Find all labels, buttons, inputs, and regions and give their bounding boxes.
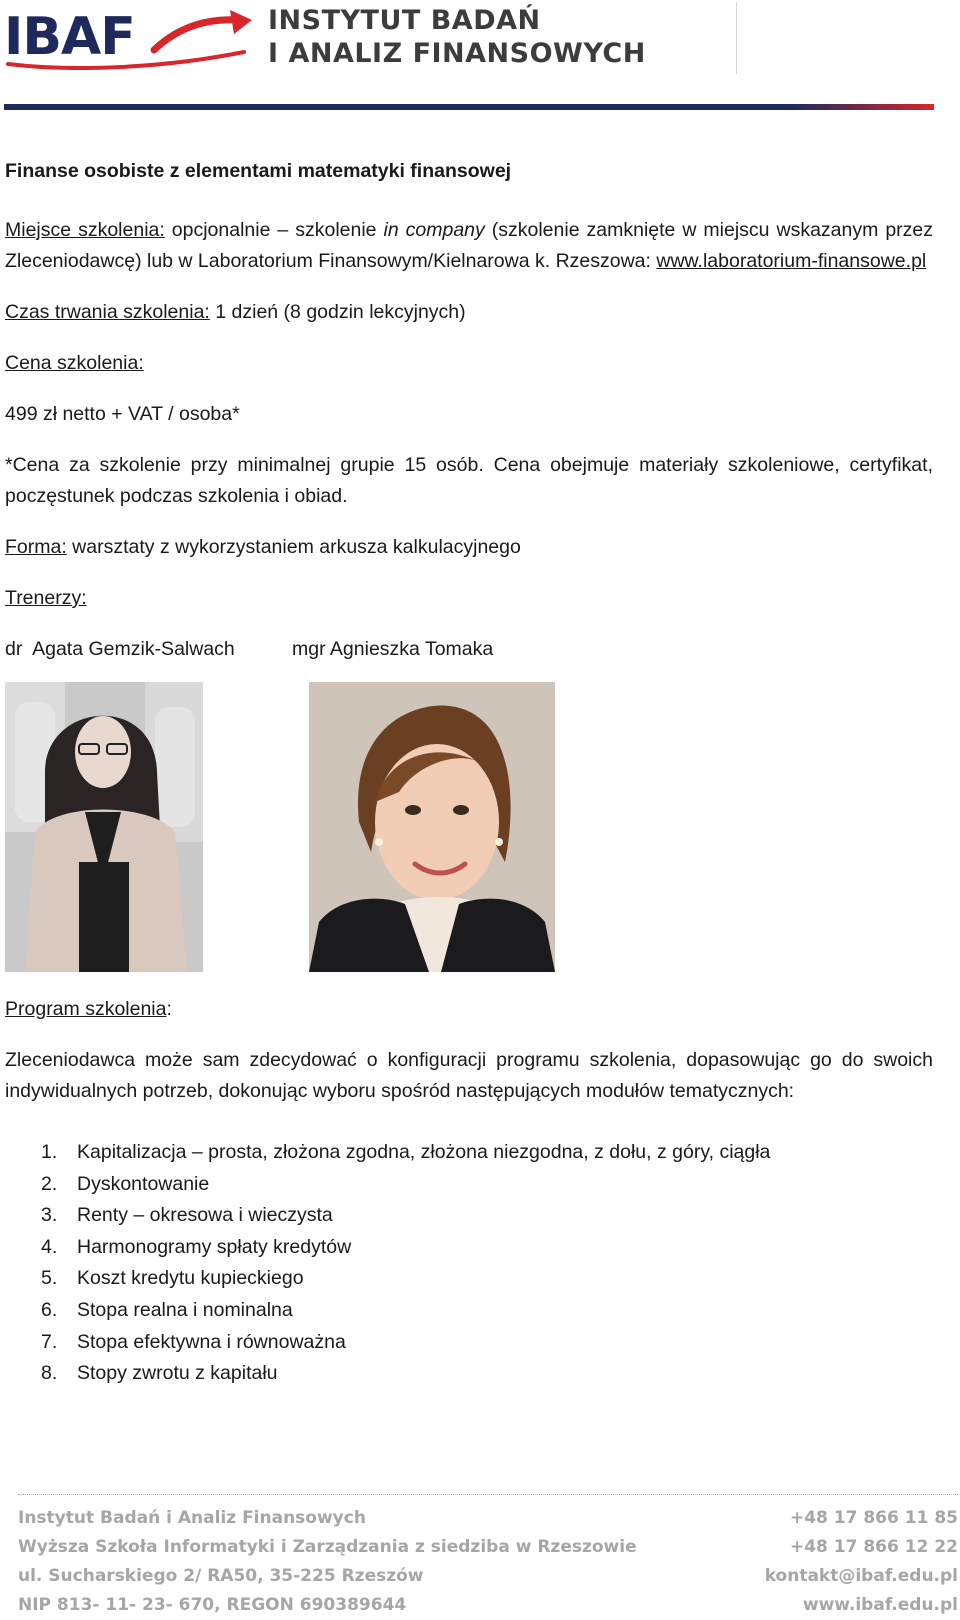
location-paragraph bbox=[5, 215, 933, 277]
portrait-color-icon bbox=[309, 682, 555, 972]
trainer-photo-2 bbox=[309, 682, 555, 972]
footer-website[interactable]: www.ibaf.edu.pl bbox=[802, 1595, 958, 1615]
footer-institute-name: Instytut Badań i Analiz Finansowych bbox=[18, 1508, 366, 1528]
list-item-number: 7. bbox=[41, 1330, 58, 1353]
trainer-name-1: dr Agata Gemzik-Salwach bbox=[5, 638, 235, 660]
laboratorium-link[interactable]: www.laboratorium-finansowe.pl bbox=[656, 250, 927, 272]
form-paragraph bbox=[5, 532, 933, 563]
location-text-before: opcjonalnie – szkolenie bbox=[164, 219, 384, 241]
form-label: Forma: bbox=[5, 536, 67, 558]
program-paragraph bbox=[5, 994, 933, 1025]
location-italic: in company bbox=[383, 219, 485, 241]
list-item bbox=[5, 1327, 933, 1359]
portrait-gray-icon bbox=[5, 682, 203, 972]
list-item-text: Stopa realna i nominalna bbox=[77, 1298, 293, 1321]
list-item bbox=[5, 1358, 933, 1390]
footer-phone-2[interactable]: +48 17 866 12 22 bbox=[789, 1537, 958, 1557]
location-text-after: (szkolenie zamknięte w miejscu wskazanym przez Zleceniodawcę) lub w Laboratorium Finansowym/Kielnarowa k. Rzeszowa: bbox=[5, 219, 934, 272]
list-item bbox=[5, 1232, 933, 1264]
trainer-photos bbox=[5, 682, 933, 972]
duration-value: 1 dzień (8 godzin lekcyjnych) bbox=[209, 301, 466, 323]
list-item bbox=[5, 1295, 933, 1327]
footer-email[interactable]: kontakt@ibaf.edu.pl bbox=[764, 1566, 958, 1586]
institute-name-line-1: INSTYTUT BADAŃ bbox=[268, 5, 541, 36]
ibaf-logo bbox=[4, 6, 256, 70]
list-item-text: Stopy zwrotu z kapitału bbox=[77, 1362, 278, 1385]
list-item-text: Harmonogramy spłaty kredytów bbox=[77, 1235, 352, 1258]
location-label: Miejsce szkolenia: bbox=[5, 219, 165, 241]
list-item bbox=[5, 1263, 933, 1295]
footer-address bbox=[18, 1504, 637, 1620]
list-item bbox=[5, 1169, 933, 1201]
program-intro: Zleceniodawca może sam zdecydować o konfiguracji programu szkolenia, dopasowując go do swoich indywidualnych potrzeb, dokonując wyboru spośród następujących modułów tematycznych: bbox=[5, 1049, 933, 1102]
trainers-label: Trenerzy: bbox=[5, 587, 87, 609]
header-rule bbox=[4, 104, 934, 110]
form-value: warsztaty z wykorzystaniem arkusza kalkulacyjnego bbox=[66, 536, 521, 558]
list-item-number: 6. bbox=[41, 1298, 58, 1321]
module-list bbox=[5, 1137, 933, 1390]
trainer-names bbox=[5, 634, 933, 665]
footer-tax-ids: NIP 813- 11- 23- 670, REGON 690389644 bbox=[18, 1595, 407, 1615]
list-item bbox=[5, 1137, 933, 1169]
list-item-text: Stopa efektywna i równoważna bbox=[77, 1330, 346, 1353]
document-footer bbox=[18, 1494, 958, 1613]
trainer-photo-1 bbox=[5, 682, 203, 972]
institute-name bbox=[268, 4, 738, 70]
list-item-number: 8. bbox=[41, 1362, 58, 1385]
ibaf-logo-text: IBAF bbox=[4, 7, 135, 67]
document-body bbox=[5, 156, 933, 1390]
program-colon: : bbox=[166, 998, 172, 1020]
list-item-text: Dyskontowanie bbox=[77, 1172, 210, 1195]
document-header bbox=[0, 0, 960, 112]
list-item-text: Renty – okresowa i wieczysta bbox=[77, 1204, 333, 1227]
list-item-number: 3. bbox=[41, 1204, 58, 1227]
duration-paragraph bbox=[5, 297, 933, 328]
list-item bbox=[5, 1200, 933, 1232]
price-value: 499 zł netto + VAT / osoba* bbox=[5, 403, 240, 425]
price-label: Cena szkolenia: bbox=[5, 352, 144, 374]
logo-arrow-icon bbox=[230, 10, 252, 34]
list-item-number: 2. bbox=[41, 1172, 58, 1195]
price-note: *Cena za szkolenie przy minimalnej grupie 15 osób. Cena obejmuje materiały szkoleniowe, certyfikat, poczęstunek podczas szkolenia i obiad. bbox=[5, 454, 933, 507]
document-title: Finanse osobiste z elementami matematyki finansowej bbox=[5, 160, 512, 182]
footer-school-name: Wyższa Szkoła Informatyki i Zarządzania z siedziba w Rzeszowie bbox=[18, 1537, 637, 1557]
list-item-number: 5. bbox=[41, 1267, 58, 1290]
institute-name-line-2: I ANALIZ FINANSOWYCH bbox=[268, 38, 646, 69]
program-label: Program szkolenia bbox=[5, 998, 167, 1020]
logo-swoosh-icon bbox=[154, 20, 240, 50]
footer-contact bbox=[765, 1504, 958, 1620]
trainer-name-2: mgr Agnieszka Tomaka bbox=[292, 638, 494, 660]
list-item-number: 1. bbox=[41, 1141, 58, 1163]
list-item-text: Koszt kredytu kupieckiego bbox=[77, 1267, 304, 1290]
footer-phone-1[interactable]: +48 17 866 11 85 bbox=[789, 1508, 958, 1528]
footer-rule bbox=[18, 1494, 958, 1495]
list-item-number: 4. bbox=[41, 1235, 58, 1258]
footer-street: ul. Sucharskiego 2/ RA50, 35-225 Rzeszów bbox=[18, 1566, 424, 1586]
duration-label: Czas trwania szkolenia: bbox=[5, 301, 210, 323]
list-item-text: Kapitalizacja – prosta, złożona zgodna, złożona niezgodna, z dołu, z góry, ciągła bbox=[77, 1141, 771, 1163]
